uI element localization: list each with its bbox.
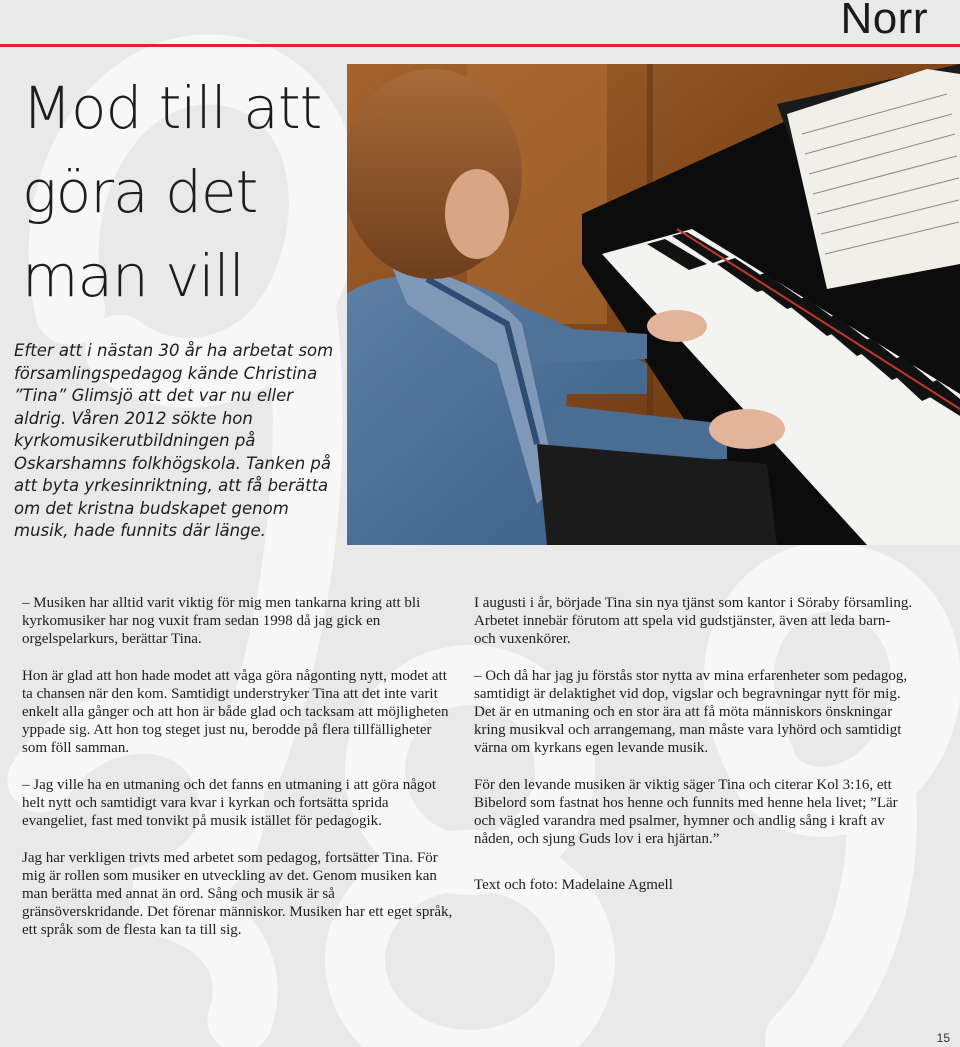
article-headline (22, 66, 352, 318)
article-column-left (22, 594, 454, 958)
body-paragraph: – Och då har jag ju förstås stor nytta av mina erfarenheter som pedagog, samtidigt är delaktighet vid dop, vigslar och begravningar nytt för mig. Det är en utmaning och en stor ära att få möta människors önskningar kring musikval och arrangemang, man måste vara lyhörd och samtidigt värna om kyrkans egen levande musik. (474, 668, 908, 756)
body-paragraph: – Jag ville ha en utmaning och det fanns en utmaning i att göra något helt nytt och samtidigt vara kvar i kyrkan och fortsätta sprida evangeliet, fast med tonvikt på musik istället för pedagogik. (22, 777, 437, 829)
article-column-right (474, 594, 914, 913)
body-paragraph: – Musiken har alltid varit viktig för mig men tankarna kring att bli kyrkomusiker har nog vuxit fram sedan 1998 då jag gick en orgelspelarkurs, berättar Tina. (22, 595, 421, 647)
section-rule (0, 44, 960, 47)
photo-credit: Text och foto: Madelaine Agmell (474, 877, 673, 893)
page-number: 15 (936, 1031, 950, 1045)
headline-line: Mod till att (22, 74, 322, 142)
article-ingress: Efter att i nästan 30 år ha arbetat som församlingspedagog kände Christina ”Tina” Glimsjö att det var nu eller aldrig. Våren 2012 sökte hon kyrkomusikerutbildningen på Oskarshamns folkhögskola. Tanken på att byta yrkesinriktning, att få berätta om det kristna budskapet genom musik, hade funnits där länge. (14, 341, 334, 540)
piano-player-illustration (347, 64, 960, 545)
body-paragraph: Hon är glad att hon hade modet att våga göra någonting nytt, modet att ta chansen när den kom. Samtidigt understryker Tina att det inte varit enkelt alla gånger och att hon är både glad och tacksam att möjligheten yppade sig. Att hon tog steget just nu, berodde på flera tillfälligheter som föll samman. (22, 668, 449, 756)
section-label: Norr (840, 0, 928, 43)
article-photo (347, 64, 960, 545)
headline-line: man vill (22, 242, 244, 310)
headline-line: göra det (22, 158, 258, 226)
body-paragraph: För den levande musiken är viktig säger Tina och citerar Kol 3:16, ett Bibelord som fastnat hos henne och funnits med henne hela livet; ”Lär och vägled varandra med psalmer, hymner och andlig sång i kraft av nåden, och sjung Guds lov i era hjärtan.” (474, 777, 898, 847)
body-paragraph: Jag har verkligen trivts med arbetet som pedagog, fortsätter Tina. För mig är rollen som musiker en utveckling av det. Genom musiken kan man berätta med annat än ord. Sång och musik är så gränsöverskridande. Det förenar människor. Musiken har ett eget språk, ett språk som de flesta kan ta till sig. (22, 850, 453, 938)
body-paragraph: I augusti i år, började Tina sin nya tjänst som kantor i Söraby församling. Arbetet innebär förutom att spela vid gudstjänster, även att leda barn- och vuxenkörer. (474, 595, 913, 647)
